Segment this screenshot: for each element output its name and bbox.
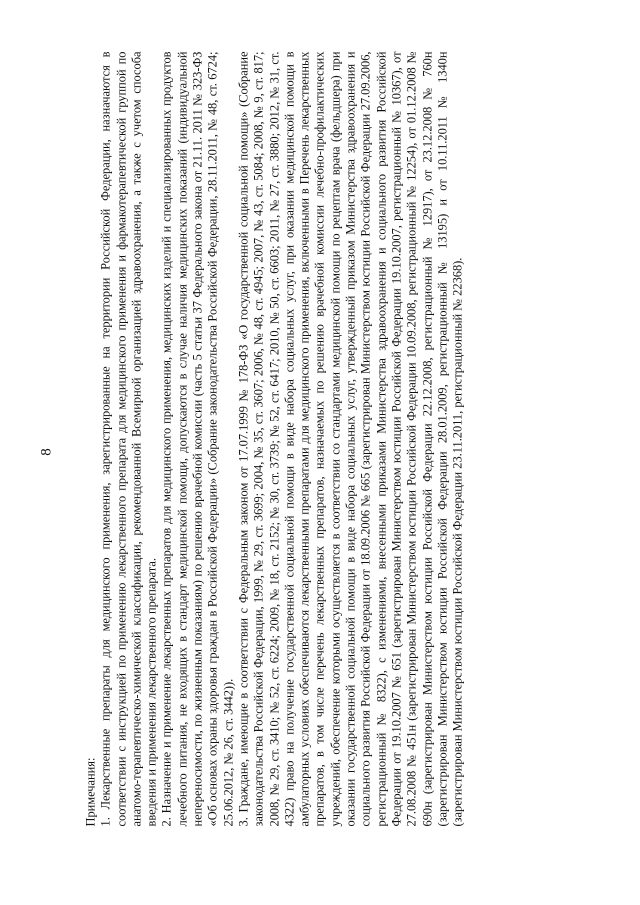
note-1: 1. Лекарственные препараты для медицинского применения, зарегистрированные на территории Российской Федерации, назначаются в соответствии с инструкцией по применению лекарственного препарата для медицинского применения и фармакотерапевтической группой по анатомо-терапевтическо-химической классификации, рекомендованной Всемирной организацией здравоохранения, а также с учетом способа введения и применения лекарственного препарата. — [98, 51, 159, 827]
document-page — [1, 0, 640, 905]
page-number: 8 — [38, 448, 55, 456]
notes-title: Примечания: — [83, 757, 98, 827]
note-3: 3. Граждане, имеющие в соответствии с Федеральным законом от 17.07.1999 № 178-ФЗ «О государственной социальной помощи» (Собрание законодательства Российской Федерации, 1999, № 29, ст. 3699; 2004, № 35, ст. 3607; 2006, № 48, ст. 4945; 2007, № 43, ст. 5084; 2008, № 9, ст. 817; 2008, № 29, ст. 3410; № 52, ст. 6224; 2009, № 18, ст. 2152; № 30, ст. 3739; № 52, ст. 6417; 2010, № 50, ст. 6603; 2011, № 27, ст. 3880; 2012, № 31, ст. 4322) право на получение государственной социальной помощи в виде набора социальных услуг, при оказании медицинской помощи в амбулаторных условиях обеспечиваются лекарственными препаратами для медицинского применения, включенными в Перечень лекарственных препаратов, в том числе перечень лекарственных препаратов, назначаемых по решению врачебной комиссии лечебно-профилактических учреждений, обеспечение которыми осуществляется в соответствии со стандартами медицинской помощи по рецептам врача (фельдшера) при оказании государственной социальной помощи в виде набора социальных услуг, утвержденный приказом Министерства здравоохранения и социального развития Российской Федерации от 18.09.2006 № 665 (зарегистрирован Министерством юстиции Российской Федерации 27.09.2006, регистрационный № 8322), с изменениями, внесенными приказами Министерства здравоохранения и социального развития Российской Федерации от 19.10.2007 № 651 (зарегистрирован Министерством юстиции Российской Федерации 19.10.2007, регистрационный № 10367), от 27.08.2008 № 451н (зарегистрирован Министерством юстиции Российской Федерации 10.09.2008, регистрационный № 12254), от 01.12.2008 № 690н (зарегистрирован Министерством юстиции Российской Федерации 22.12.2008, регистрационный № 12917), от 23.12.2008 № 760н (зарегистрирован Министерством юстиции Российской Федерации 28.01.2009, регистрационный № 13195) и от 10.11.2011 № 1340н (зарегистрирован Министерством юстиции Российской Федерации 23.11.2011, регистрационный № 22368). — [236, 51, 465, 827]
note-2: 2. Назначение и применение лекарственных препаратов для медицинского применения, медицинских изделий и специализированных продуктов лечебного питания, не входящих в стандарт медицинской помощи, допускаются в случае наличия медицинских показаний (индивидуальной непереносимости, по жизненным показаниям) по решению врачебной комиссии (часть 5 статьи 37 Федерального закона от 21.11. 2011 № 323-ФЗ «Об основах охраны здоровья граждан в Российской Федерации» (Собрание законодательства Российской Федерации, 28.11.2011, № 48, ст. 6724; 25.06.2012, № 26, ст. 3442)). — [159, 51, 236, 827]
notes-section — [84, 52, 466, 827]
